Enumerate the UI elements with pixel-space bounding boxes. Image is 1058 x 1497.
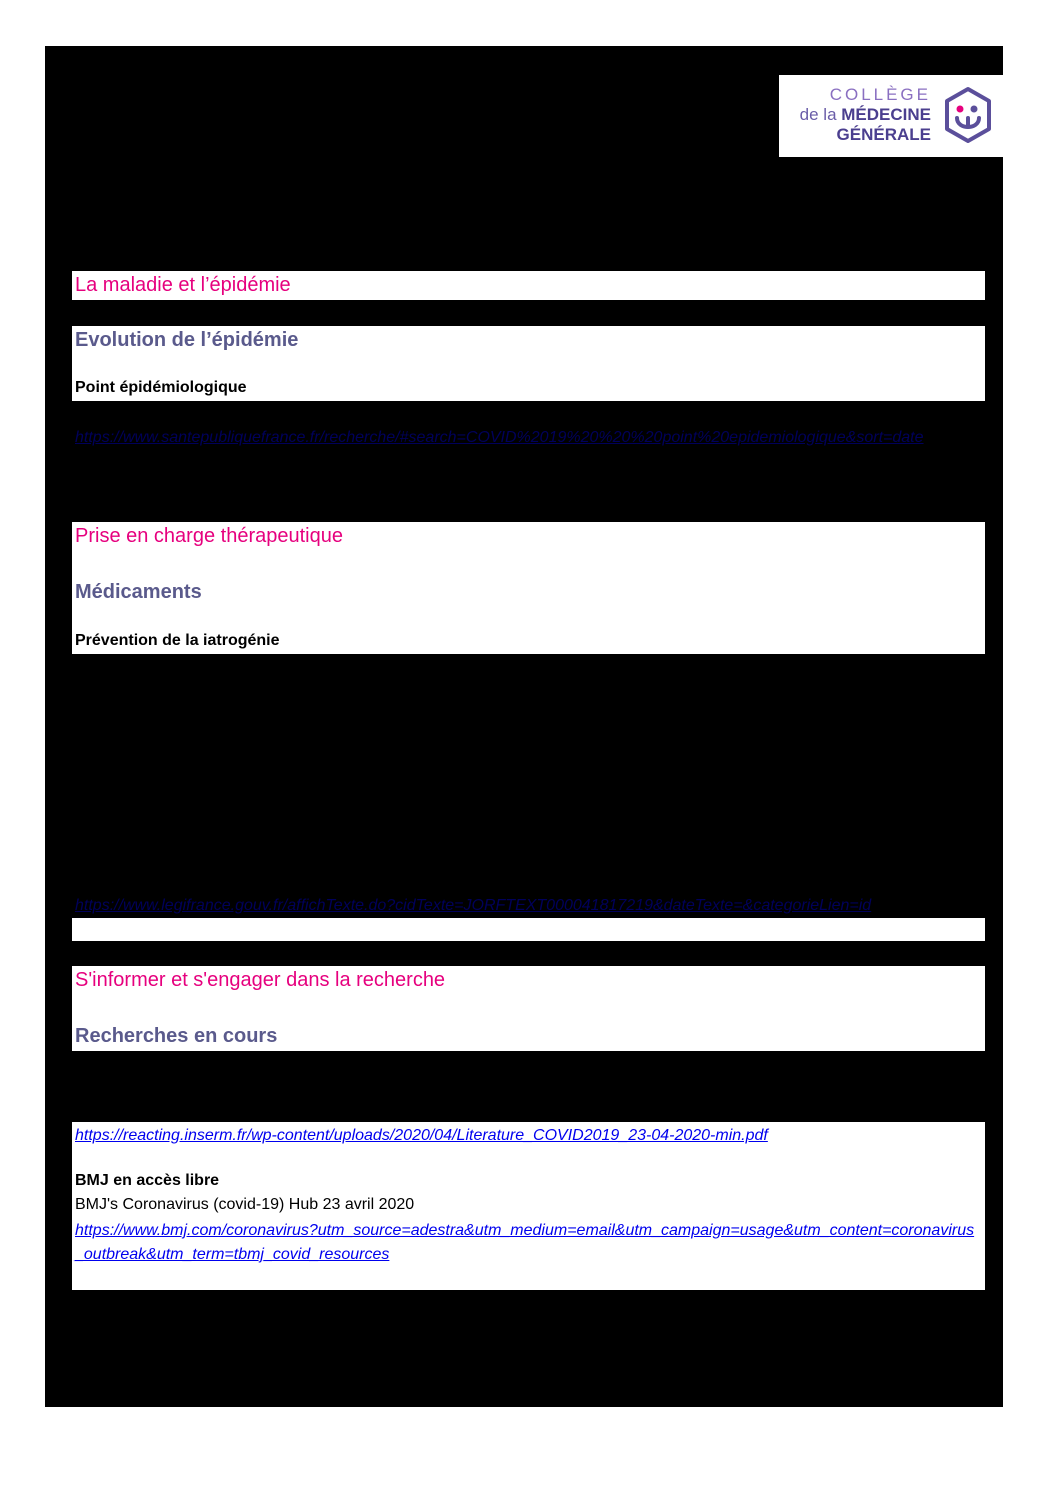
cmg-hexagon-icon bbox=[943, 85, 993, 145]
logo-line-2 bbox=[800, 105, 931, 125]
text-bmj-hub: BMJ's Coronavirus (covid-19) Hub 23 avril 2020 bbox=[75, 1196, 415, 1213]
label-point-epidemiologique: Point épidémiologique bbox=[75, 379, 247, 396]
link-sante-publique-france[interactable]: https://www.santepubliquefrance.fr/recherche/#search=COVID%2019%20%20%20point%20epidemiologique&sort=date bbox=[75, 429, 924, 446]
logo-line-2-prefix: de la bbox=[799, 105, 837, 124]
section-title-therapeutique: Prise en charge thérapeutique bbox=[75, 525, 343, 547]
label-bmj-acces-libre: BMJ en accès libre bbox=[75, 1172, 220, 1189]
link-inserm-literature[interactable]: https://reacting.inserm.fr/wp-content/uploads/2020/04/Literature_COVID2019_23-04-2020-min.pdf bbox=[75, 1127, 768, 1144]
subtitle-medicaments: Médicaments bbox=[75, 581, 202, 603]
college-medecine-generale-logo bbox=[779, 75, 1003, 157]
subtitle-evolution-epidemie: Evolution de l’épidémie bbox=[75, 329, 299, 351]
section-title-recherche: S'informer et s'engager dans la recherche bbox=[75, 969, 446, 991]
logo-text bbox=[800, 85, 931, 145]
logo-line-1: COLLÈGE bbox=[829, 85, 931, 104]
logo-line-2-bold: MÉDECINE bbox=[841, 105, 931, 124]
section-title-maladie: La maladie et l’épidémie bbox=[75, 274, 291, 296]
section-therapeutique-footer-box bbox=[72, 918, 985, 941]
subtitle-recherches-en-cours: Recherches en cours bbox=[75, 1025, 278, 1047]
label-prevention-iatrogenie: Prévention de la iatrogénie bbox=[75, 632, 280, 649]
logo-line-3: GÉNÉRALE bbox=[836, 125, 931, 144]
link-legifrance[interactable]: https://www.legifrance.gouv.fr/affichTexte.do?cidTexte=JORFTEXT000041817219&dateTexte=&categorieLien=id bbox=[75, 897, 872, 914]
link-bmj-coronavirus[interactable]: https://www.bmj.com/coronavirus?utm_source=adestra&utm_medium=email&utm_campaign=usage&utm_content=coronavirus_outbreak&utm_term=tbmj_covid_resources bbox=[75, 1222, 975, 1263]
